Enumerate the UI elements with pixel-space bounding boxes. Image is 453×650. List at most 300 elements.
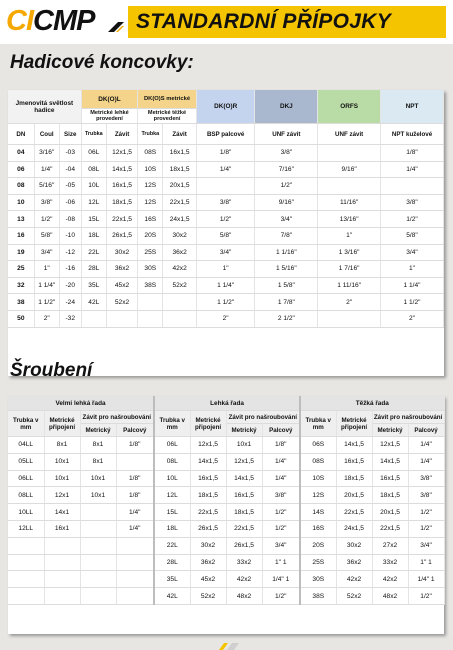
table-cell: 9/16" [255,194,318,211]
table-cell: 10x1 [80,470,116,487]
table-cell: 16x1,5 [336,453,372,470]
table-cell: -06 [59,194,81,211]
table-cell: 06L [154,437,190,454]
table-cell: 18L [81,227,106,244]
table-cell: 22x1,5 [336,504,372,521]
table-cell: 1/8" [116,487,154,504]
table-cell: 30S [138,261,163,278]
table-cell: 24x1,5 [336,520,372,537]
table-cell: 1 1/4" [196,277,255,294]
table-cell: 1/8" [262,437,300,454]
table-cell: 1/2" [381,211,444,228]
col-metricky-2: Metrický [226,424,262,437]
table-cell: 38S [138,277,163,294]
table-cell: 1 1/4" [381,277,444,294]
table-cell: 10x1 [44,453,80,470]
table-cell: 22x1,5 [372,520,408,537]
table-cell: -08 [59,211,81,228]
table-cell: 12S [300,487,336,504]
table-cell [80,571,116,588]
table-cell [8,588,44,605]
table-cell: 08L [81,161,106,178]
table-cell: 18x1,5 [106,194,137,211]
table-cell: 30x2 [190,537,226,554]
table-cell: 45x2 [106,277,137,294]
table-cell: 1/2" [262,504,300,521]
table-cell: 1/2" [196,211,255,228]
table-cell: 1/4" 1 [262,571,300,588]
col-trubka-2: Trubka v mm [154,411,190,437]
fittings-card [8,396,444,634]
table-cell: 08L [154,453,190,470]
table-cell: 1" 1 [262,554,300,571]
col-metricky-1: Metrický [80,424,116,437]
table-cell: 22x1,5 [226,520,262,537]
table-cell: 12x1,5 [190,437,226,454]
table-cell: 1 1/2" [381,294,444,311]
group-row [8,396,444,411]
fittings-table [8,396,445,605]
dn-cell: 25 [8,261,34,278]
table-cell: 22x1,5 [106,211,137,228]
section-title-hadicove: Hadicové koncovky: [10,52,194,73]
table-cell [80,537,116,554]
dn-cell: 13 [8,211,34,228]
table-cell: 3/8" [408,470,444,487]
table-cell: -24 [59,294,81,311]
title-banner [128,6,446,38]
col-dkos: DK(O)S metrické [138,90,197,109]
table-cell: 10x1 [80,487,116,504]
table-row [8,211,444,228]
table-cell: 15L [81,211,106,228]
table-cell: -20 [59,277,81,294]
dn-cell: 38 [8,294,34,311]
table-cell: 26x1,5 [226,537,262,554]
table-cell: 5/8" [34,227,59,244]
table-cell: 5/8" [381,227,444,244]
table-cell: 5/8" [196,227,255,244]
table-row [8,437,444,454]
table-cell: 35L [154,571,190,588]
table-cell: 08LL [8,487,44,504]
table-row [8,554,444,571]
table-cell: 1" 1 [408,554,444,571]
col-palcovy-3: Palcový [408,424,444,437]
group-tezka: Těžká řada [300,396,444,411]
table-cell: 22L [81,244,106,261]
table-cell: 35L [81,277,106,294]
dn-cell: 10 [8,194,34,211]
table-cell: 14S [300,504,336,521]
table-cell: 1/2" [408,588,444,605]
table-row [8,470,444,487]
table-cell: 3/16" [34,145,59,162]
table-row [8,588,444,605]
table-cell: -32 [59,310,81,327]
table-row [8,145,444,162]
table-cell: 20x1,5 [163,178,197,195]
table-cell: -12 [59,244,81,261]
table-row [8,178,444,195]
logo-text-part1: CI [6,5,33,37]
table-cell: 52x2 [336,588,372,605]
col-trubka-1: Trubka v mm [8,411,44,437]
col-metr-3: Metrické připojení [336,411,372,437]
table-cell: 20x1,5 [336,487,372,504]
table-cell: 42x2 [336,571,372,588]
table-cell [44,554,80,571]
table-cell: 3/8" [196,194,255,211]
table-cell: 1/2" [408,520,444,537]
table-cell: 52x2 [163,277,197,294]
table-cell: 25S [300,554,336,571]
table-cell [80,588,116,605]
table-cell [138,294,163,311]
table-cell: 14x1,5 [106,161,137,178]
col-dkj: DKJ [255,90,318,124]
table-row [8,487,444,504]
table-cell: 28L [154,554,190,571]
table-cell: 30x2 [163,227,197,244]
table-cell: 1 1/2" [34,294,59,311]
header-row-3 [8,124,444,145]
table-cell: 27x2 [372,537,408,554]
table-cell: 22x1,5 [190,504,226,521]
table-cell: 12x1,5 [372,437,408,454]
cicmp-logo [6,5,94,37]
table-cell: 14x1,5 [336,437,372,454]
table-cell: 52x2 [190,588,226,605]
table-cell: 2" [381,310,444,327]
table-cell: 1" [196,261,255,278]
table-row [8,277,444,294]
col-npt-kuz: NPT kuželové [381,124,444,145]
table-cell: 1/4" [262,470,300,487]
table-cell: 3/8" [262,487,300,504]
table-cell: 33x2 [226,554,262,571]
table-cell: 08S [138,145,163,162]
table-cell: 36x2 [336,554,372,571]
table-cell: 2" [318,294,381,311]
table-cell [44,588,80,605]
table-cell: 16x1,5 [372,470,408,487]
table-cell: -04 [59,161,81,178]
table-row [8,261,444,278]
table-cell [318,310,381,327]
col-palcovy-1: Palcový [116,424,154,437]
table-cell: 38S [300,588,336,605]
table-cell: 10S [300,470,336,487]
table-cell: 1 5/8" [255,277,318,294]
table-cell [318,178,381,195]
table-cell: 1/4" [116,504,154,521]
table-cell [80,504,116,521]
table-row [8,161,444,178]
header [0,0,453,44]
table-cell: 08S [300,453,336,470]
table-cell: -16 [59,261,81,278]
table-cell: 3/4" [381,244,444,261]
table-cell: 9/16" [318,161,381,178]
table-cell [8,537,44,554]
table-cell: 16S [138,211,163,228]
hose-fittings-body [8,145,444,328]
table-cell: 1/2" [34,211,59,228]
table-cell: 1 1/2" [196,294,255,311]
table-cell [116,453,154,470]
col-zavit-2: Závit pro našroubování [226,411,300,424]
table-cell: 12x1 [44,487,80,504]
col-zavit-1: Závit pro našroubování [80,411,154,424]
col-orfs: ORFS [318,90,381,124]
table-cell: 42x2 [226,571,262,588]
table-cell: 8x1 [44,437,80,454]
table-cell: 33x2 [372,554,408,571]
table-cell: 26x1,5 [190,520,226,537]
table-cell: 05LL [8,453,44,470]
table-cell [116,554,154,571]
logo-swoosh-icon [108,22,124,32]
table-cell: 16S [300,520,336,537]
table-cell: 1 1/4" [34,277,59,294]
table-cell: 25S [138,244,163,261]
dn-cell: 19 [8,244,34,261]
table-cell: 24x1,5 [163,211,197,228]
table-cell: 20x1,5 [372,504,408,521]
table-cell: 1 1/16" [255,244,318,261]
hose-fittings-card [8,90,444,376]
table-cell: 30x2 [336,537,372,554]
table-cell: 1/4" [116,520,154,537]
table-cell: 16x1,5 [163,145,197,162]
table-cell: 18x1,5 [372,487,408,504]
table-cell: 1/8" [196,145,255,162]
col-palcovy-2: Palcový [262,424,300,437]
dn-cell: 04 [8,145,34,162]
table-cell: 3/4" [255,211,318,228]
table-cell [381,178,444,195]
table-row [8,453,444,470]
table-cell: 12x1,5 [226,453,262,470]
table-cell: 18x1,5 [190,487,226,504]
table-cell: 11/16" [318,194,381,211]
table-cell: 48x2 [226,588,262,605]
table-cell: 3/4" [408,537,444,554]
table-cell: 10S [138,161,163,178]
table-cell: 36x2 [190,554,226,571]
table-cell: 1/4" [196,161,255,178]
table-row [8,294,444,311]
table-cell: 20S [300,537,336,554]
table-cell [81,310,106,327]
table-cell: 8x1 [80,437,116,454]
table-cell: 1/8" [116,470,154,487]
table-cell: 06S [300,437,336,454]
table-cell: 12L [154,487,190,504]
table-row [8,310,444,327]
table-cell: 12LL [8,520,44,537]
table-cell: 14x1,5 [226,470,262,487]
table-cell: 42L [154,588,190,605]
table-cell: 26x1,5 [106,227,137,244]
dn-cell: 50 [8,310,34,327]
table-cell: 1/4" 1 [408,571,444,588]
dn-cell: 06 [8,161,34,178]
table-cell: 28L [81,261,106,278]
table-cell: 1/4" [34,161,59,178]
table-cell: 06LL [8,470,44,487]
table-cell: 36x2 [163,244,197,261]
table-cell: 8x1 [80,453,116,470]
group-velmi-lehka: Velmi lehká řada [8,396,154,411]
table-cell: 1 7/8" [255,294,318,311]
table-cell: 22x1,5 [163,194,197,211]
table-cell: 1 11/16" [318,277,381,294]
table-cell: 12x1,5 [106,145,137,162]
table-cell: 1/2" [262,588,300,605]
fittings-body [8,437,444,605]
table-cell: 10x1 [226,437,262,454]
col-trubka-3: Trubka v mm [300,411,336,437]
table-row [8,244,444,261]
table-cell: 14x1,5 [190,453,226,470]
table-cell [116,571,154,588]
table-cell: 42x2 [163,261,197,278]
table-cell: 30S [300,571,336,588]
table-cell: 45x2 [190,571,226,588]
table-row [8,504,444,521]
col-metr-tezke: Metrické těžké provedení [138,109,197,124]
table-cell: 3/8" [255,145,318,162]
table-cell: 12S [138,178,163,195]
table-cell [196,178,255,195]
col-metr-2: Metrické připojení [190,411,226,437]
table-cell: 1 3/16" [318,244,381,261]
header-row-1 [8,90,444,109]
table-row [8,194,444,211]
table-cell: 30x2 [106,244,137,261]
table-cell [8,554,44,571]
col-metr-lehke: Metrické lehké provedení [81,109,138,124]
col-unf-dkj: UNF závit [255,124,318,145]
table-cell [8,571,44,588]
logo-text-part2: CMP [33,5,95,37]
section-title-sroubeni: Šroubení [10,360,93,381]
group-lehka: Lehká řada [154,396,300,411]
col-jmenovita: Jmenovitá světlost hadice [8,90,81,124]
footer-logo-icon [217,643,241,650]
table-cell: 1" [318,227,381,244]
table-cell [116,588,154,605]
table-cell: 3/4" [34,244,59,261]
col-trubka-s: Trubka [138,124,163,145]
col-coul: Coul [34,124,59,145]
table-cell: 48x2 [372,588,408,605]
table-cell [80,520,116,537]
table-cell: 2 1/2" [255,310,318,327]
table-cell: 22L [154,537,190,554]
table-cell: 2" [34,310,59,327]
table-cell: 1/4" [262,453,300,470]
table-cell: 3/8" [34,194,59,211]
table-row [8,227,444,244]
col-size: Size [59,124,81,145]
dn-cell: 08 [8,178,34,195]
table-cell: 1/8" [381,145,444,162]
table-cell: 42x2 [372,571,408,588]
table-cell: 18L [154,520,190,537]
table-cell [318,145,381,162]
table-cell: 3/4" [262,537,300,554]
dn-cell: 16 [8,227,34,244]
table-cell: 7/16" [255,161,318,178]
table-cell: 12S [138,194,163,211]
hose-fittings-table [8,90,444,328]
table-cell: 20S [138,227,163,244]
table-cell [163,310,197,327]
table-cell: 18x1,5 [163,161,197,178]
table-cell: 12L [81,194,106,211]
table-cell: 16x1 [44,520,80,537]
table-cell: 15L [154,504,190,521]
table-cell: 10LL [8,504,44,521]
col-dkor: DK(O)R [196,90,255,124]
col-trubka-l: Trubka [81,124,106,145]
col-metricky-3: Metrický [372,424,408,437]
table-cell: -05 [59,178,81,195]
table-cell: 06L [81,145,106,162]
table-cell: 1/4" [408,437,444,454]
table-cell: 10L [154,470,190,487]
table-row [8,520,444,537]
table-cell: 1" [381,261,444,278]
table-cell: 1/2" [255,178,318,195]
table-cell: -03 [59,145,81,162]
table-cell: 16x1,5 [226,487,262,504]
dn-cell: 32 [8,277,34,294]
table-cell: 10L [81,178,106,195]
table-cell: 1/2" [408,504,444,521]
col-zavit-s: Závit [163,124,197,145]
table-cell [116,537,154,554]
table-cell [138,310,163,327]
table-cell: -10 [59,227,81,244]
table-cell: 5/16" [34,178,59,195]
col-dn: DN [8,124,34,145]
col-bsp: BSP palcové [196,124,255,145]
table-cell: 36x2 [106,261,137,278]
table-cell: 16x1,5 [190,470,226,487]
table-cell [80,554,116,571]
table-cell: 18x1,5 [336,470,372,487]
col-metr-1: Metrické připojení [44,411,80,437]
table-cell: 1/4" [408,453,444,470]
table-cell: 3/4" [196,244,255,261]
table-cell: 3/8" [408,487,444,504]
table-cell: 1/8" [116,437,154,454]
table-cell: 7/8" [255,227,318,244]
table-cell: 10x1 [44,470,80,487]
table-cell: 1/4" [381,161,444,178]
table-cell [163,294,197,311]
table-cell: 1" [34,261,59,278]
table-cell: 1 5/16" [255,261,318,278]
table-cell: 1/2" [262,520,300,537]
header-row-a [8,411,444,424]
table-cell: 42L [81,294,106,311]
table-cell: 3/8" [381,194,444,211]
